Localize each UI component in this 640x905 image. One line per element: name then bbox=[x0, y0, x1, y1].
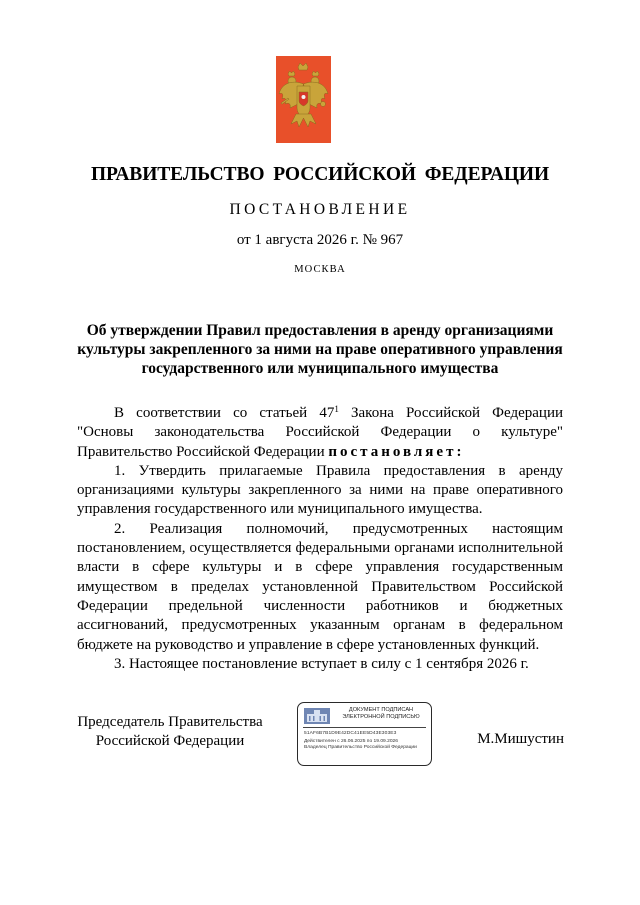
item-2: 2. Реализация полномочий, предусмотренных настоящим постановлением, осуществляется федеральными органами исполнительной власти в сфере культуры и в сфере управления государственным имуществом в пределах установленной Правительством Российской Федерации предельной численности работников и бюджетных ассигнований, предусмотренных указанным органам в федеральном бюджете на руководство и управление в сфере установленных функций. bbox=[77, 520, 563, 653]
certificate-serial: 51AF6B7B1D9E42DC41EE5D43E303E3 bbox=[304, 731, 397, 736]
signatory-name: М.Мишустин bbox=[477, 731, 564, 747]
signatory-position bbox=[60, 713, 280, 751]
decree-verb: постановляет: bbox=[328, 443, 465, 460]
validity-period: Действителен с 26.06.2025 по 19.09.2026 bbox=[304, 739, 398, 744]
certificate-validity bbox=[304, 739, 429, 751]
preamble-text-cont: Закона Российской Федерации "Основы законодательства Российской Федерации о культуре" Правительство Российской Федерации bbox=[77, 405, 563, 460]
document-title: Об утверждении Правил предоставления в аренду организациями культуры закрепленного за ними на праве оперативного управления государственного или муниципального имущества bbox=[77, 322, 563, 377]
government-building-icon bbox=[304, 708, 330, 724]
stamp-heading-line1: ДОКУМЕНТ ПОДПИСАН bbox=[348, 707, 414, 713]
article-superscript: 1 bbox=[334, 404, 339, 414]
document-type: ПОСТАНОВЛЕНИЕ bbox=[229, 201, 411, 218]
item-1: 1. Утвердить прилагаемые Правила предоставления в аренду организациями культуры закрепленного за ними на праве оперативного управления государственного или муниципального имущества. bbox=[77, 462, 563, 518]
stamp-heading-line2: ЭЛЕКТРОННОЙ ПОДПИСЬЮ bbox=[342, 714, 420, 720]
coat-of-arms-icon bbox=[276, 56, 331, 143]
document-body bbox=[77, 404, 563, 674]
preamble-text: В соответствии со статьей 47 bbox=[114, 405, 335, 421]
electronic-signature-stamp bbox=[297, 702, 432, 766]
stamp-heading bbox=[334, 707, 428, 721]
stamp-divider bbox=[303, 727, 426, 728]
date-and-number: от 1 августа 2026 г. № 967 bbox=[236, 232, 404, 248]
signatory-position-line1: Председатель Правительства bbox=[77, 714, 263, 730]
certificate-owner: Владелец Правительство Российской Федерации bbox=[304, 745, 417, 751]
signatory-position-line2: Российской Федерации bbox=[95, 733, 245, 749]
item-3: 3. Настоящее постановление вступает в силу с 1 сентября 2026 г. bbox=[114, 655, 529, 672]
government-name: ПРАВИТЕЛЬСТВО РОССИЙСКОЙ ФЕДЕРАЦИИ bbox=[90, 164, 550, 185]
city: МОСКВА bbox=[294, 264, 346, 275]
preamble-paragraph bbox=[77, 404, 563, 462]
